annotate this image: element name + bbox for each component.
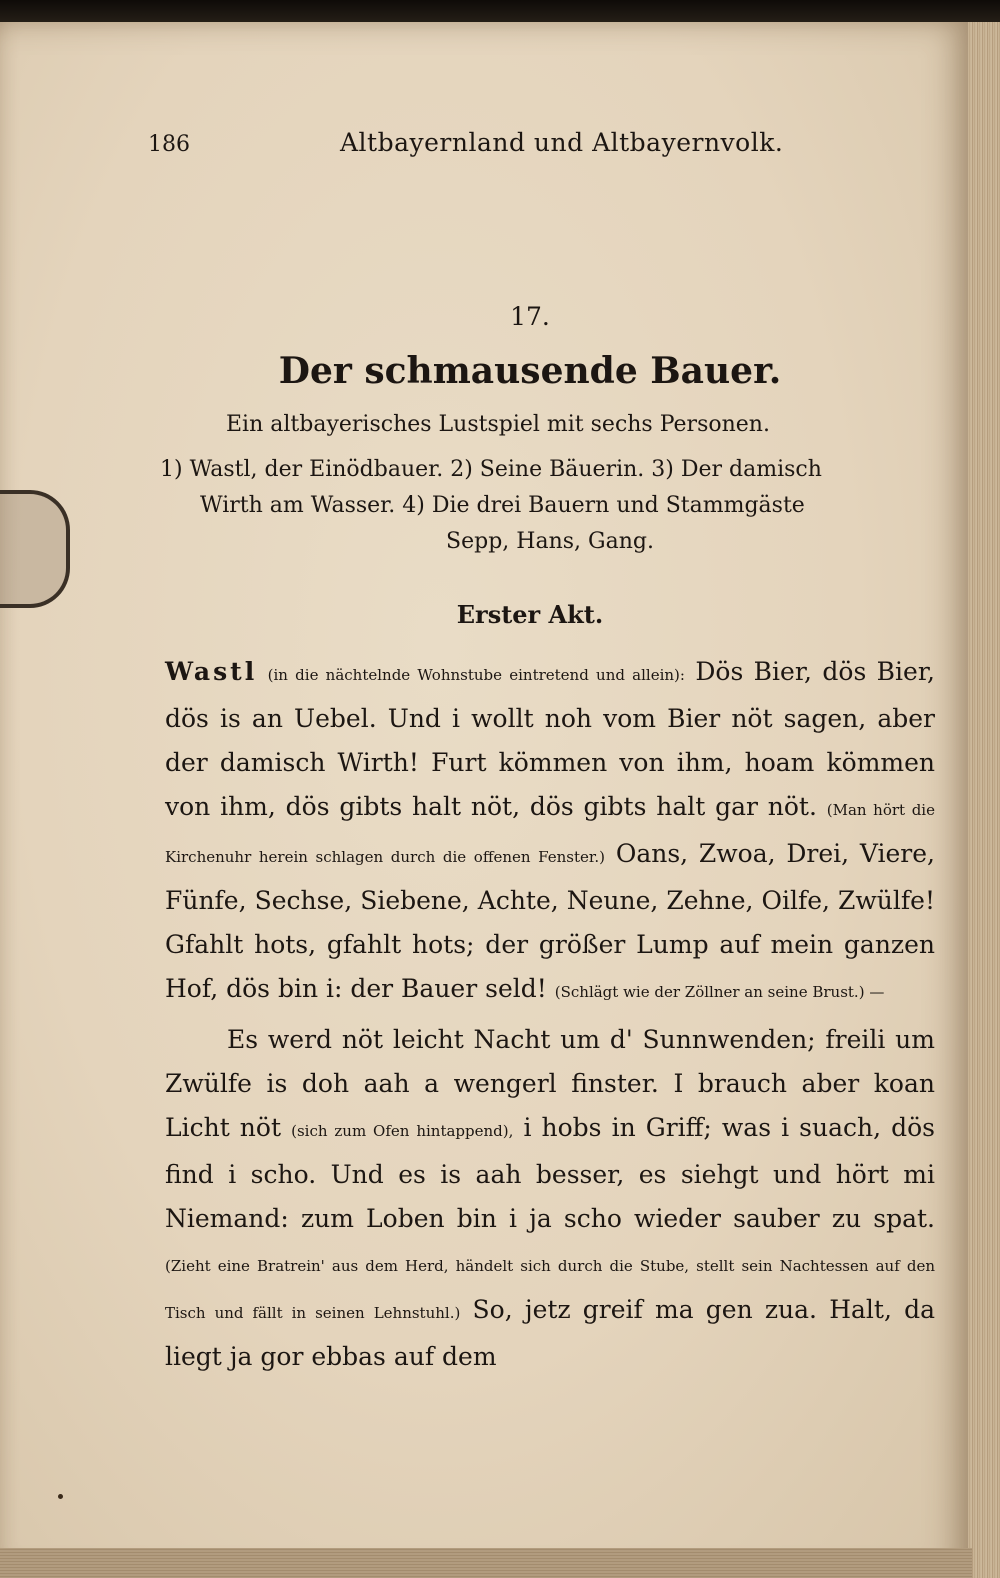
paragraph: [165, 650, 935, 1014]
cast-list: [160, 452, 940, 560]
dialogue-text: Oans, Zwoa, Drei, Viere, Fünfe, Sechse, Siebene, Achte, Neune, Zehne, Oilfe, Zwülfe! Gfahlt hots, gfahlt hots; der größer Lump auf mein ganzen Hof, dös bin i: der Bauer seld!: [165, 839, 935, 1003]
dialogue-text: Es werd nöt leicht Nacht um d' Sunnwenden; freili um Zwülfe is doh aah a wengerl finster. I brauch aber koan Licht nöt: [165, 1025, 935, 1142]
stage-direction: (sich zum Ofen hintappend),: [291, 1122, 514, 1140]
dialogue-text: i hobs in Griff; was i suach, dös find i scho. Und es is aah besser, es siehgt und hört mi Niemand: zum Loben bin i ja scho wieder sauber zu spat.: [165, 1113, 935, 1233]
stage-direction: (Zieht eine Bratrein' aus dem Herd, händelt sich durch die Stube, stellt sein Nachtessen auf den Tisch und fällt in seinen Lehnstuhl.): [165, 1257, 935, 1322]
stage-direction: (Schlägt wie der Zöllner an seine Brust.) —: [554, 983, 885, 1001]
page-number: 186: [148, 132, 190, 157]
dialogue-text: Dös Bier, dös Bier, dös is an Uebel. Und i wollt noh vom Bier nöt sagen, aber der damisch Wirth! Furt kömmen von ihm, hoam kömmen von ihm, dös gibts halt nöt, dös gibts halt gar nöt.: [165, 657, 935, 821]
stage-direction: (in die nächtelnde Wohnstube eintretend und allein):: [267, 666, 685, 684]
cast-line: 1) Wastl, der Einödbauer. 2) Seine Bäuerin. 3) Der damisch: [160, 457, 822, 482]
speaker-name: Wastl: [165, 657, 258, 686]
stage-direction: (Man hört die Kirchenuhr herein schlagen durch die offenen Fenster.): [165, 801, 935, 866]
book-bottom-edge: [0, 1548, 972, 1578]
chapter-subtitle: Ein altbayerisches Lustspiel mit sechs Personen.: [226, 412, 770, 437]
paragraph: [165, 1018, 935, 1379]
play-text: [165, 650, 935, 1379]
chapter-title: Der schmausende Bauer.: [278, 350, 782, 392]
cast-line: Wirth am Wasser. 4) Die drei Bauern und Stammgäste: [200, 493, 805, 518]
book-fore-edge: [968, 22, 1000, 1578]
ink-spot: [58, 1494, 63, 1499]
running-title: Altbayernland und Altbayernvolk.: [340, 128, 784, 157]
chapter-number: 17.: [510, 302, 550, 331]
act-heading: Erster Akt.: [456, 600, 604, 629]
cast-line: Sepp, Hans, Gang.: [446, 529, 654, 554]
page-clip-icon: [0, 490, 70, 608]
dialogue-text: So, jetz greif ma gen zua. Halt, da liegt ja gor ebbas auf dem: [165, 1295, 935, 1371]
